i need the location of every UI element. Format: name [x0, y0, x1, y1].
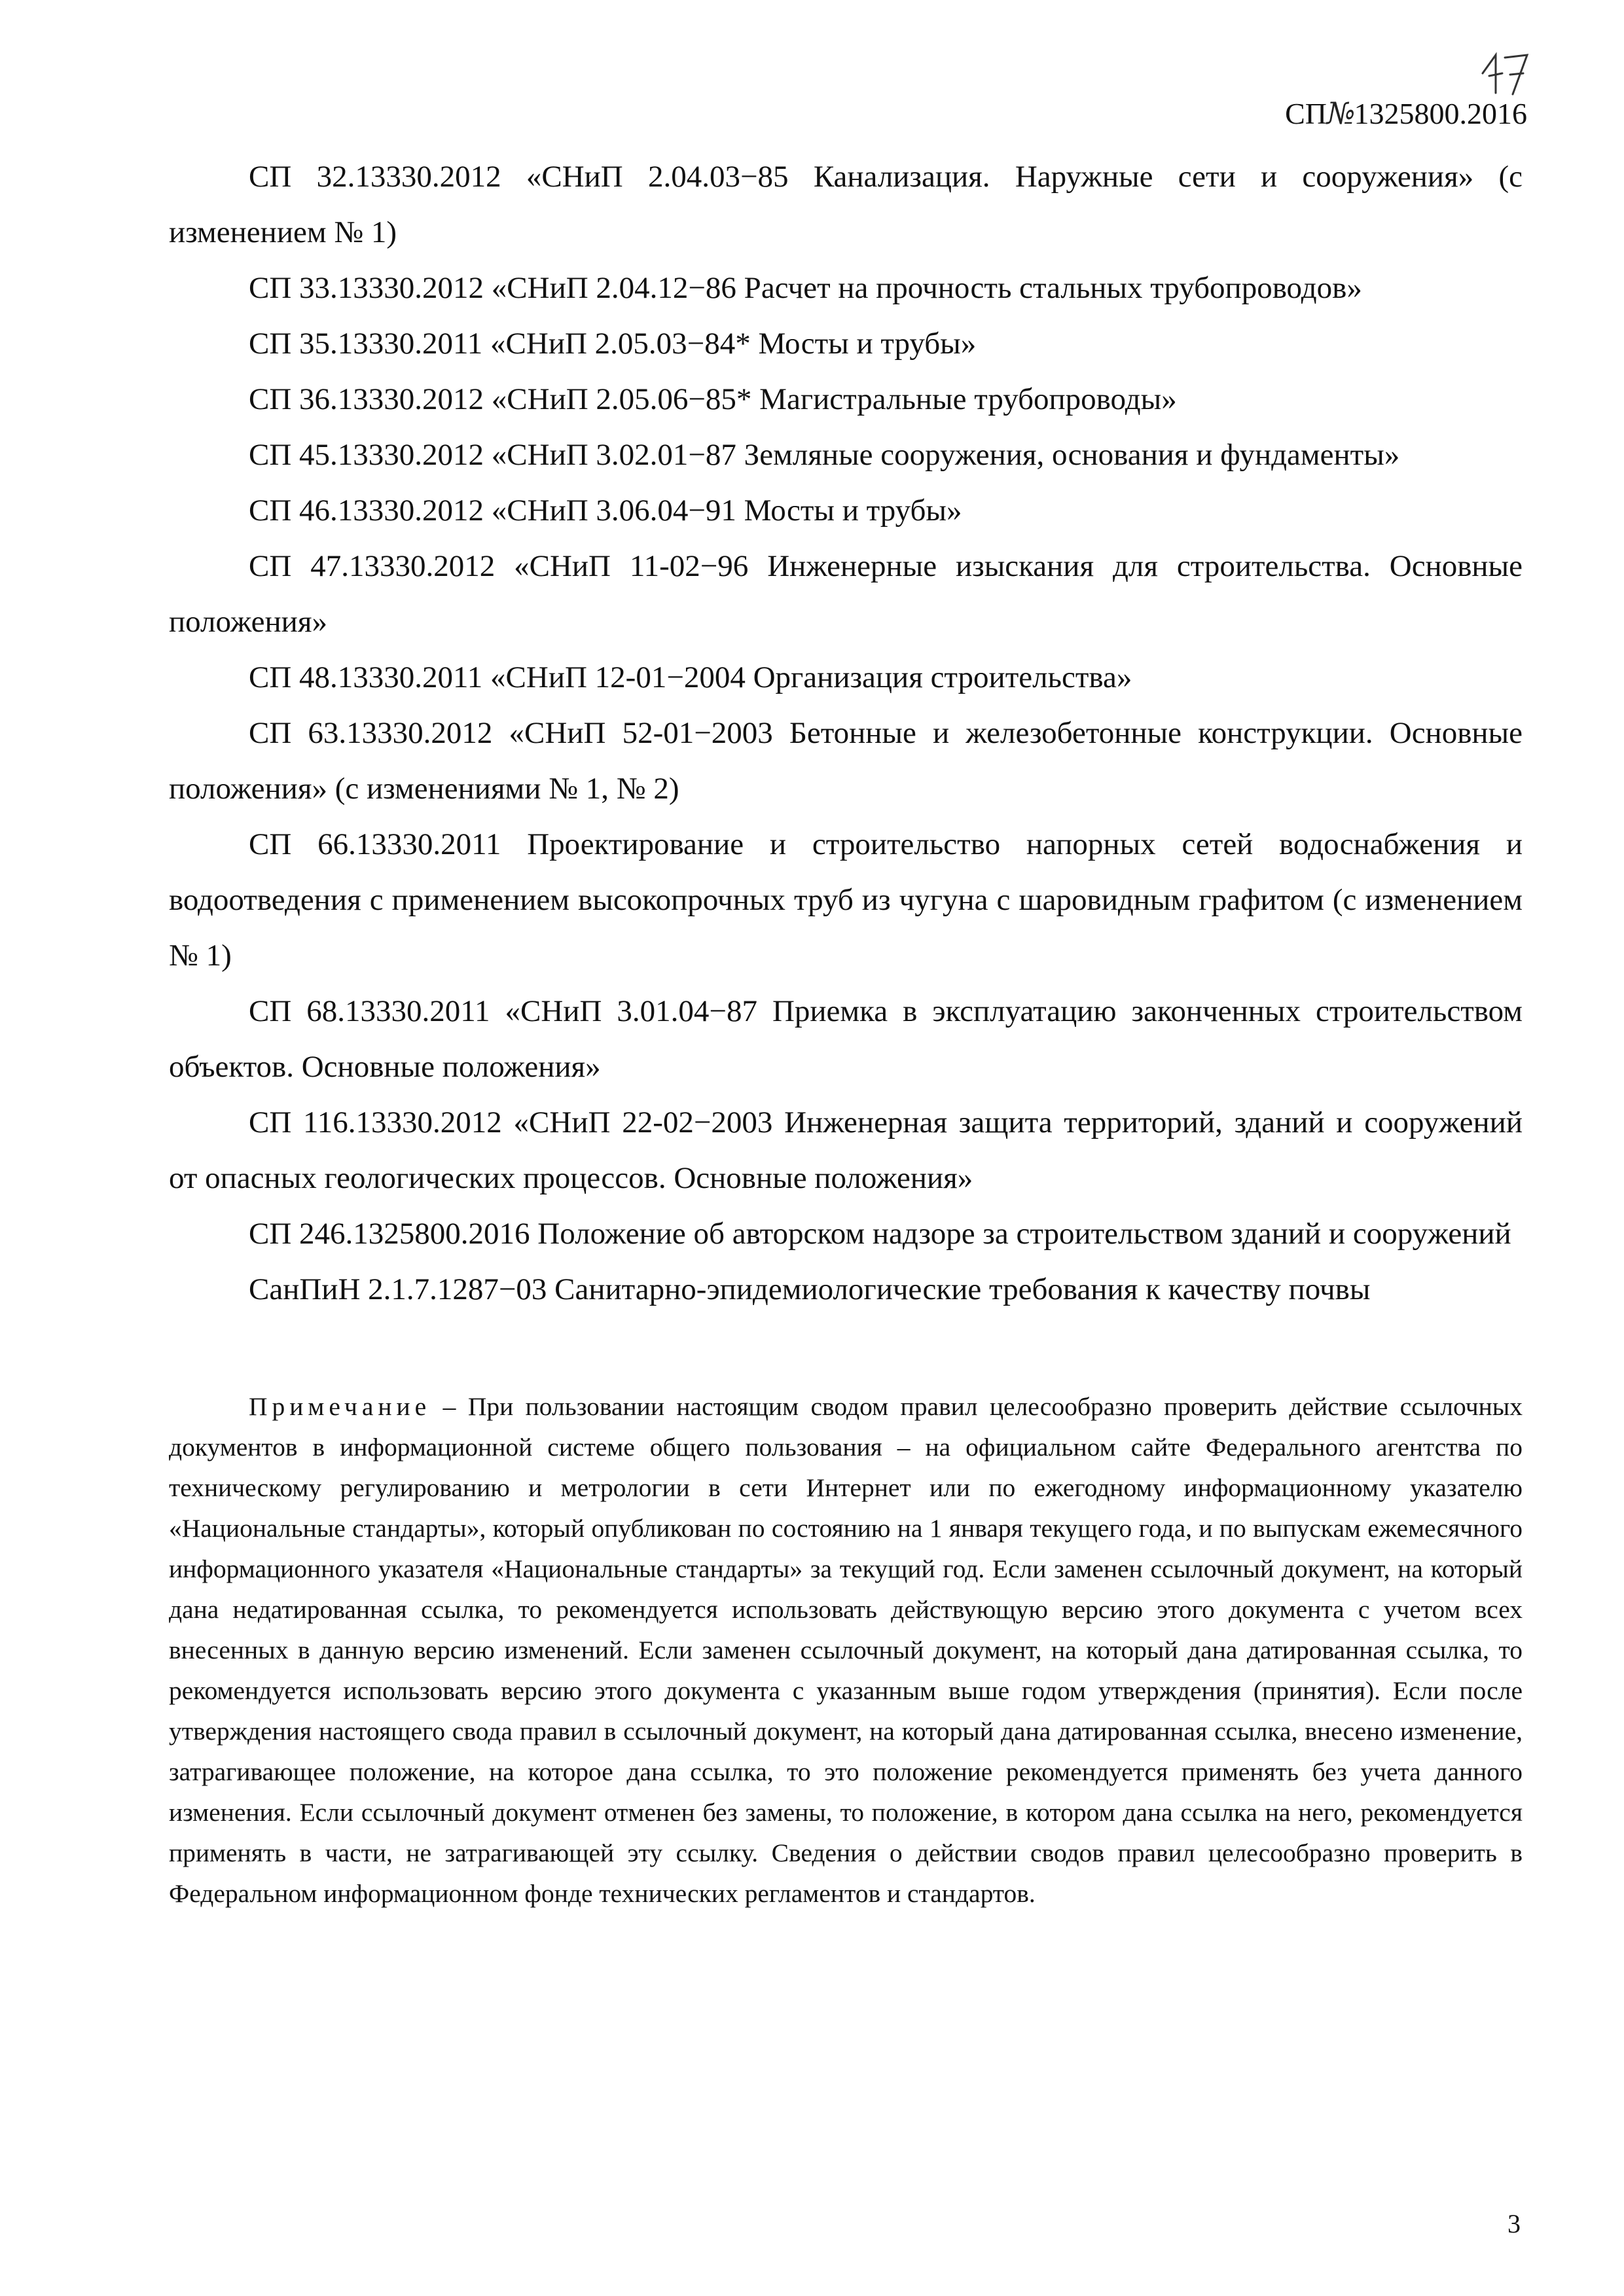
- note-paragraph: [169, 1386, 1523, 1914]
- reference-item: СП 32.13330.2012 «СНиП 2.04.03−85 Канализация. Наружные сети и сооружения» (с изменением № 1): [169, 160, 1523, 249]
- note-heading: Примечание: [249, 1392, 431, 1421]
- document-code-suffix: 1325800.2016: [1354, 97, 1527, 130]
- reference-item: СП 45.13330.2012 «СНиП 3.02.01−87 Земляные сооружения, основания и фундаменты»: [249, 438, 1400, 472]
- reference-item: СП 246.1325800.2016 Положение об авторском надзоре за строительством зданий и сооружений: [249, 1217, 1511, 1251]
- reference-item: СП 36.13330.2012 «СНиП 2.05.06−85* Магистральные трубопроводы»: [249, 382, 1177, 416]
- reference-item: СП 48.13330.2011 «СНиП 12-01−2004 Организация строительства»: [249, 660, 1132, 694]
- page-number: 3: [1507, 2209, 1521, 2238]
- reference-list: [169, 149, 1523, 1318]
- reference-item: СП 35.13330.2011 «СНиП 2.05.03−84* Мосты и трубы»: [249, 327, 977, 361]
- reference-item: СП 33.13330.2012 «СНиП 2.04.12−86 Расчет на прочность стальных трубопроводов»: [249, 271, 1362, 305]
- reference-item: СП 66.13330.2011 Проектирование и строительство напорных сетей водоснабжения и водоотведения с применением высокопрочных труб из чугуна с шаровидным графитом (с изменением № 1): [169, 827, 1523, 973]
- reference-item: СП 47.13330.2012 «СНиП 11-02−96 Инженерные изыскания для строительства. Основные положения»: [169, 549, 1523, 639]
- reference-item: СП 68.13330.2011 «СНиП 3.01.04−87 Приемка в эксплуатацию законченных строительством объектов. Основные положения»: [169, 994, 1523, 1084]
- reference-item: СанПиН 2.1.7.1287−03 Санитарно-эпидемиологические требования к качеству почвы: [249, 1272, 1371, 1306]
- handwritten-sheet-number: [1476, 47, 1535, 99]
- document-code: [1285, 98, 1527, 129]
- reference-item: СП 63.13330.2012 «СНиП 52-01−2003 Бетонные и железобетонные конструкции. Основные положения» (с изменениями № 1, № 2): [169, 716, 1523, 806]
- document-code-prefix: СП: [1285, 97, 1327, 130]
- note-text: При пользовании настоящим сводом правил целесообразно проверить действие ссылочных документов в информационной системе общего пользования – на официальном сайте Федерального агентства по техническому регулированию и метрологии в сети Интернет или по ежегодному информационному указателю «Национальные стандарты», который опубликован по состоянию на 1 января текущего года, и по выпускам ежемесячного информационного указателя «Национальные стандарты» за текущий год. Если заменен ссылочный документ, на который дана недатированная ссылка, то рекомендуется использовать действующую версию этого документа с учетом всех внесенных в данную версию изменений. Если заменен ссылочный документ, на который дана датированная ссылка, то рекомендуется использовать версию этого документа с указанным выше годом утверждения (принятия). Если после утверждения настоящего свода правил в ссылочный документ, на который дана датированная ссылка, внесено изменение, затрагивающее положение, на которое дана ссылка, то это положение рекомендуется применять без учета данного изменения. Если ссылочный документ отменен без замены, то положение, в котором дана ссылка на него, рекомендуется применять в части, не затрагивающей эту ссылку. Сведения о действии сводов правил целесообразно проверить в Федеральном информационном фонде технических регламентов и стандартов.: [169, 1392, 1523, 1908]
- reference-item: СП 116.13330.2012 «СНиП 22-02−2003 Инженерная защита территорий, зданий и сооружений от опасных геологических процессов. Основные положения»: [169, 1105, 1523, 1195]
- note-separator: –: [431, 1392, 468, 1421]
- reference-item: СП 46.13330.2012 «СНиП 3.06.04−91 Мосты и трубы»: [249, 493, 962, 528]
- document-code-handwritten: №: [1326, 96, 1354, 131]
